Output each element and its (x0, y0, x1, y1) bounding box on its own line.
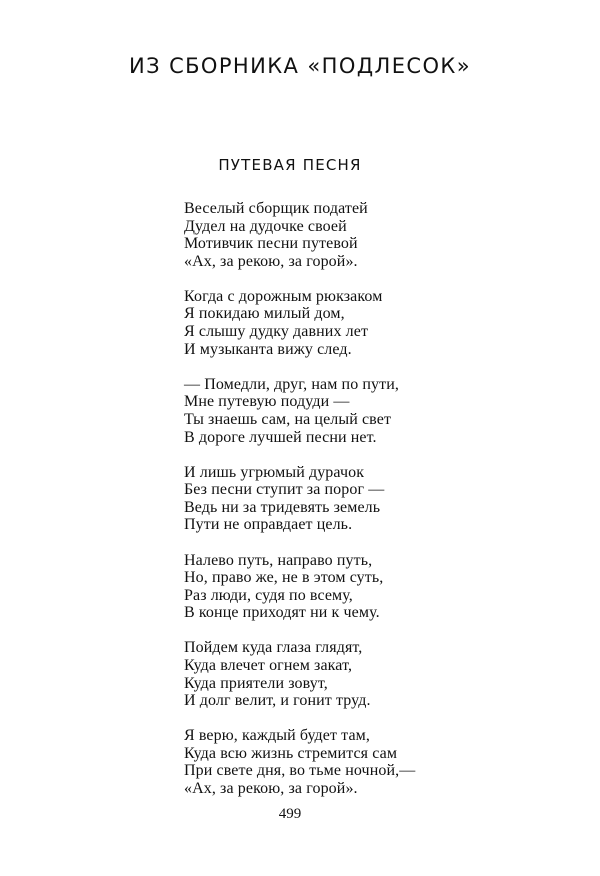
poem-line: «Ах, за рекою, за горой». (184, 780, 358, 798)
collection-title: ИЗ СБОРНИКА «ПОДЛЕСОК» (129, 54, 471, 78)
poem-line: Ты знаешь сам, на целый свет (184, 410, 392, 428)
poem-line: Я верю, каждый будет там, (184, 727, 370, 745)
poem-line: При свете дня, во тьме ночной,— (184, 762, 416, 780)
poem-line: Дудел на дудочке своей (184, 217, 347, 235)
stanza-3 (184, 376, 564, 446)
poem-title: ПУТЕВАЯ ПЕСНЯ (218, 156, 362, 174)
poem-line: Пути не оправдает цель. (184, 516, 353, 534)
poem-line: Налево путь, направо путь, (184, 551, 373, 569)
poem-line: Раз люди, судя по всему, (184, 586, 353, 604)
poem-line: И лишь угрюмый дурачок (184, 463, 365, 481)
stanza-6 (184, 639, 564, 709)
poem-line: — Помедли, друг, нам по пути, (184, 375, 400, 393)
poem-line: Но, право же, не в этом суть, (184, 569, 384, 587)
poem-line: Мотивчик песни путевой (184, 235, 358, 253)
poem-line: Веселый сборщик податей (184, 200, 368, 217)
poem-line: «Ах, за рекою, за горой». (184, 252, 358, 270)
stanza-5 (184, 552, 564, 622)
stanza-2 (184, 288, 564, 358)
poem-body (184, 200, 564, 815)
poem-line: Я слышу дудку давних лет (184, 323, 369, 341)
poem-line: Куда влечет огнем закат, (184, 656, 353, 674)
page-number: 499 (278, 806, 302, 822)
poem-line: И долг велит, и гонит труд. (184, 692, 371, 710)
poem-line: Ведь ни за тридевять земель (184, 498, 381, 516)
stanza-4 (184, 464, 564, 534)
poem-line: Я покидаю милый дом, (184, 305, 345, 323)
poem-line: Когда с дорожным рюкзаком (184, 287, 383, 305)
stanza-7 (184, 727, 564, 797)
poem-line: Пойдем куда глаза глядят, (184, 639, 363, 657)
poem-line: Куда приятели зовут, (184, 674, 328, 692)
stanza-1 (184, 200, 564, 270)
poem-line: В дороге лучшей песни нет. (184, 428, 377, 446)
poem-line: Мне путевую подуди — (184, 393, 350, 411)
poem-line: Куда всю жизнь стремится сам (184, 744, 398, 762)
poem-line: Без песни ступит за порог — (184, 481, 385, 499)
poem-line: И музыканта вижу след. (184, 340, 352, 358)
poem-line: В конце приходят ни к чему. (184, 604, 380, 622)
